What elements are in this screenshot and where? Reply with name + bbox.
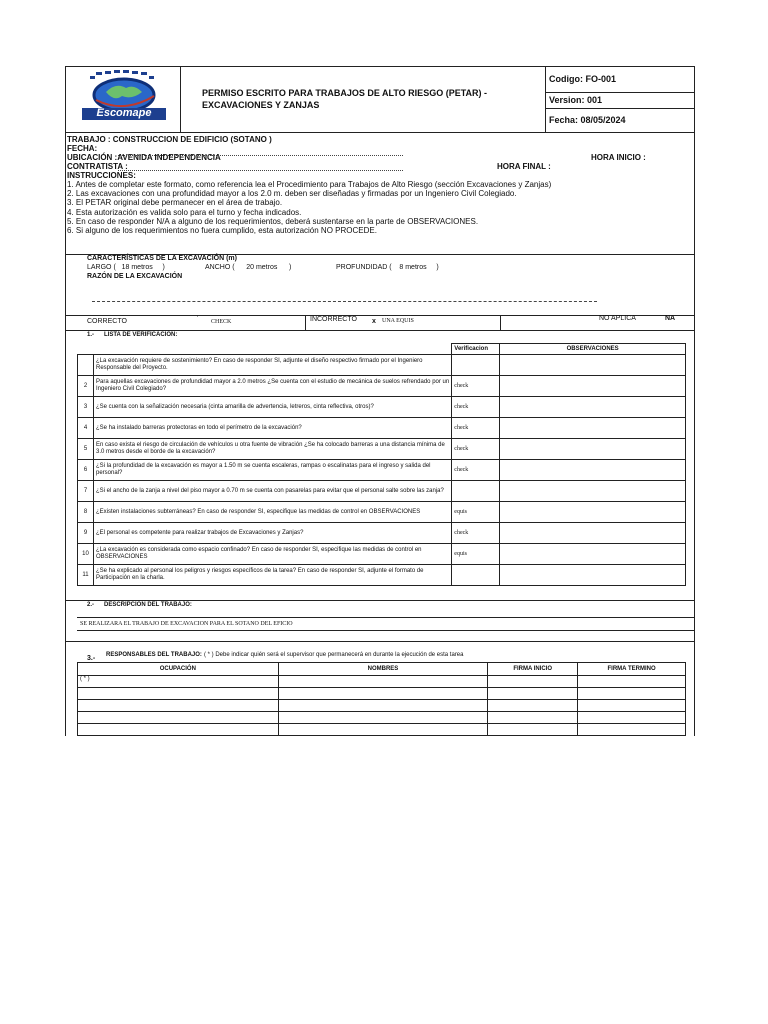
incorrecto-label: INCORRECTO bbox=[310, 316, 357, 323]
responsable-cell[interactable] bbox=[78, 724, 279, 736]
form-title-line2: EXCAVACIONES Y ZANJAS bbox=[202, 100, 320, 110]
instruccion-6: 6. Si alguno de los requerimientos no fuera cumplido, esta autorización NO PROCEDE. bbox=[67, 226, 377, 236]
checklist-table bbox=[77, 343, 686, 586]
largo-field: LARGO ( 18 metros ) bbox=[87, 264, 165, 271]
row-observation[interactable] bbox=[500, 376, 686, 397]
row-observation[interactable] bbox=[500, 355, 686, 376]
doc-date: Fecha: 08/05/2024 bbox=[549, 115, 626, 125]
row-verification[interactable]: check bbox=[452, 376, 500, 397]
instruccion-2: 2. Las excavaciones con una profundidad mayor a los 2.0 m. deben ser diseñadas y firmadas por un Ingeniero Civil Colegiado. bbox=[67, 189, 517, 199]
responsable-cell[interactable] bbox=[278, 676, 488, 688]
row-observation[interactable] bbox=[500, 397, 686, 418]
doc-code: Codigo: FO-001 bbox=[549, 74, 616, 84]
row-question: ¿La excavación requiere de sostenimiento? En caso de responder SI, adjunte el diseño respectivo firmado por el Ingeniero Responsable del Proyecto. bbox=[93, 355, 451, 376]
logo-text: Escomape bbox=[96, 107, 152, 119]
razon-title: RAZÓN DE LA EXCAVACIÓN bbox=[87, 273, 183, 280]
checklist-row bbox=[78, 376, 686, 397]
responsable-cell[interactable] bbox=[578, 724, 686, 736]
row-question: ¿El personal es competente para realizar trabajos de Excavaciones y Zanjas? bbox=[93, 523, 451, 544]
responsable-cell[interactable] bbox=[578, 712, 686, 724]
row-verification[interactable]: check bbox=[452, 418, 500, 439]
company-logo bbox=[74, 70, 174, 128]
row-number: 2 bbox=[78, 376, 94, 397]
row-number: 8 bbox=[78, 502, 94, 523]
section1-title: LISTA DE VERIFICACIÓN: bbox=[104, 332, 178, 338]
descripcion-text: SE REALIZARA EL TRABAJO DE EXCAVACION PARA EL SOTANO DEL EFICIO bbox=[80, 621, 293, 627]
instruccion-4: 4. Esta autorización es valida solo para el turno y fecha indicados. bbox=[67, 207, 302, 217]
contratista-field: CONTRATISTA : bbox=[67, 162, 128, 171]
responsable-cell[interactable] bbox=[278, 724, 488, 736]
una-equis-legend: UNA EQUIS bbox=[382, 318, 414, 324]
row-number: 5 bbox=[78, 439, 94, 460]
row-verification[interactable]: check bbox=[452, 397, 500, 418]
row-question: ¿Si el ancho de la zanja a nivel del piso mayor a 0.70 m se cuenta con pasarelas para evitar que el personal salte sobre las zanja? bbox=[93, 481, 451, 502]
excavacion-title: CARACTERÍSTICAS DE LA EXCAVACIÓN (m) bbox=[87, 255, 237, 262]
section2-number: 2.- bbox=[87, 602, 95, 608]
row-verification[interactable]: equis bbox=[452, 502, 500, 523]
profundidad-field: PROFUNDIDAD ( 8 metros ) bbox=[336, 264, 439, 271]
row-observation[interactable] bbox=[500, 544, 686, 565]
verificacion-header: Verificacion bbox=[452, 344, 500, 355]
row-verification[interactable]: check bbox=[452, 460, 500, 481]
row-number: 9 bbox=[78, 523, 94, 544]
responsable-cell[interactable] bbox=[578, 676, 686, 688]
checklist-row bbox=[78, 460, 686, 481]
row-observation[interactable] bbox=[500, 523, 686, 544]
responsable-cell[interactable] bbox=[578, 688, 686, 700]
section3-number: 3.- bbox=[87, 655, 96, 662]
check-legend: CHECK bbox=[211, 319, 232, 325]
row-question: En caso exista el riesgo de circulación de vehículos u otra fuente de vibración ¿Se ha colocado barreras a una distancia mínima de 3.0 metros desde el borde de la excavación? bbox=[93, 439, 451, 460]
row-question: ¿Existen instalaciones subterráneas? En caso de responder SI, especifique las medidas de control en OBSERVACIONES bbox=[93, 502, 451, 523]
na-legend: NA bbox=[665, 315, 676, 322]
responsables-table bbox=[77, 662, 686, 736]
section3-title: RESPONSABLES DEL TRABAJO: bbox=[106, 652, 202, 658]
hora-inicio-label: HORA INICIO : bbox=[591, 153, 646, 162]
instruccion-3: 3. El PETAR original debe permanecer en el área de trabajo. bbox=[67, 198, 283, 208]
checklist-row bbox=[78, 565, 686, 586]
row-observation[interactable] bbox=[500, 460, 686, 481]
row-number: 7 bbox=[78, 481, 94, 502]
row-observation[interactable] bbox=[500, 502, 686, 523]
fecha-field: FECHA: bbox=[67, 144, 98, 153]
col-nombres: NOMBRES bbox=[278, 663, 488, 676]
doc-version: Version: 001 bbox=[549, 95, 603, 105]
checklist-row bbox=[78, 355, 686, 376]
section2-title: DESCRIPCIÓN DEL TRABAJO: bbox=[104, 602, 192, 608]
col-ocupacion: OCUPACIÓN bbox=[78, 663, 279, 676]
responsable-cell[interactable] bbox=[278, 712, 488, 724]
checklist-row bbox=[78, 523, 686, 544]
row-verification[interactable] bbox=[452, 481, 500, 502]
row-observation[interactable] bbox=[500, 418, 686, 439]
row-verification[interactable] bbox=[452, 355, 500, 376]
row-observation[interactable] bbox=[500, 565, 686, 586]
instruccion-5: 5. En caso de responder N/A a alguno de los requerimientos, deberá sustentarse en la parte de OBSERVACIONES. bbox=[67, 216, 479, 226]
checklist-row bbox=[78, 544, 686, 565]
form-title bbox=[202, 88, 532, 110]
responsable-cell[interactable] bbox=[488, 712, 578, 724]
instrucciones-list bbox=[67, 180, 687, 235]
section1-number: 1.- bbox=[87, 332, 95, 338]
row-question: ¿Se cuenta con la señalización necesaria (cinta amarilla de advertencia, letreros, cinta reflectiva, otros)? bbox=[93, 397, 451, 418]
checklist-row bbox=[78, 439, 686, 460]
section3-note: ( * ) Debe indicar quién será el supervisor que permanecerá en durante la ejecución de esta tarea bbox=[204, 652, 464, 658]
responsable-cell[interactable] bbox=[278, 688, 488, 700]
ubicacion-field: UBICACIÓN :AVENIDA INDEPENDENCIA bbox=[67, 153, 221, 162]
row-number: 4 bbox=[78, 418, 94, 439]
row-number: 6 bbox=[78, 460, 94, 481]
row-question: ¿Se ha explicado al personal los peligros y riesgos específicos de la tarea? En caso de responder SI, adjunte el formato de Participación en la charla. bbox=[93, 565, 451, 586]
trabajo-field: TRABAJO : CONSTRUCCION DE EDIFICIO (SOTANO ) bbox=[67, 135, 272, 144]
supervisor-marker: ( * ) bbox=[78, 676, 279, 688]
checklist-row bbox=[78, 397, 686, 418]
instrucciones-title: INSTRUCCIONES: bbox=[67, 171, 136, 180]
responsable-cell[interactable] bbox=[488, 688, 578, 700]
responsable-cell[interactable] bbox=[278, 700, 488, 712]
row-question: Para aquellas excavaciones de profundidad mayor a 2.0 metros ¿Se cuenta con el estudio de mecánica de suelos refrendado por un Ingeniero Civil Colegiado? bbox=[93, 376, 451, 397]
checklist-row bbox=[78, 481, 686, 502]
responsable-cell[interactable] bbox=[78, 688, 279, 700]
no-aplica-label: NO APLICA bbox=[599, 315, 636, 322]
responsable-cell[interactable] bbox=[488, 724, 578, 736]
ancho-field: ANCHO ( 20 metros ) bbox=[205, 264, 292, 271]
form-title-line1: PERMISO ESCRITO PARA TRABAJOS DE ALTO RIESGO (PETAR) - bbox=[202, 88, 488, 98]
col-firma-inicio: FIRMA INICIO bbox=[488, 663, 578, 676]
hora-final-label: HORA FINAL : bbox=[497, 162, 551, 171]
row-observation[interactable] bbox=[500, 439, 686, 460]
row-number bbox=[78, 355, 94, 376]
correcto-mark: ' bbox=[197, 316, 199, 322]
responsable-cell[interactable] bbox=[488, 676, 578, 688]
row-question: ¿Si la profundidad de la excavación es mayor a 1.50 m se cuenta escaleras, rampas o escalinatas para el ingreso y salida del personal? bbox=[93, 460, 451, 481]
responsable-cell[interactable] bbox=[78, 700, 279, 712]
row-verification[interactable] bbox=[452, 565, 500, 586]
responsable-cell[interactable] bbox=[78, 712, 279, 724]
row-number: 11 bbox=[78, 565, 94, 586]
checklist-row bbox=[78, 418, 686, 439]
row-observation[interactable] bbox=[500, 481, 686, 502]
incorrecto-mark: x bbox=[372, 318, 376, 325]
observaciones-header: OBSERVACIONES bbox=[500, 344, 686, 355]
correcto-label: CORRECTO bbox=[87, 318, 127, 325]
row-number: 3 bbox=[78, 397, 94, 418]
responsable-cell[interactable] bbox=[578, 700, 686, 712]
checklist-row bbox=[78, 502, 686, 523]
responsable-cell[interactable] bbox=[488, 700, 578, 712]
instruccion-1: 1. Antes de completar este formato, como referencia lea el Procedimiento para Trabajos de Alto Riesgo (sección Excavaciones y Zanjas) bbox=[67, 180, 552, 189]
col-firma-termino: FIRMA TERMINO bbox=[578, 663, 686, 676]
row-number: 10 bbox=[78, 544, 94, 565]
row-verification[interactable]: equis bbox=[452, 544, 500, 565]
row-question: ¿Se ha instalado barreras protectoras en todo el perímetro de la excavación? bbox=[93, 418, 451, 439]
row-question: ¿La excavación es considerada como espacio confinado? En caso de responder SI, especifique las medidas de control en OBSERVACIONES bbox=[93, 544, 451, 565]
row-verification[interactable]: check bbox=[452, 439, 500, 460]
row-verification[interactable]: check bbox=[452, 523, 500, 544]
